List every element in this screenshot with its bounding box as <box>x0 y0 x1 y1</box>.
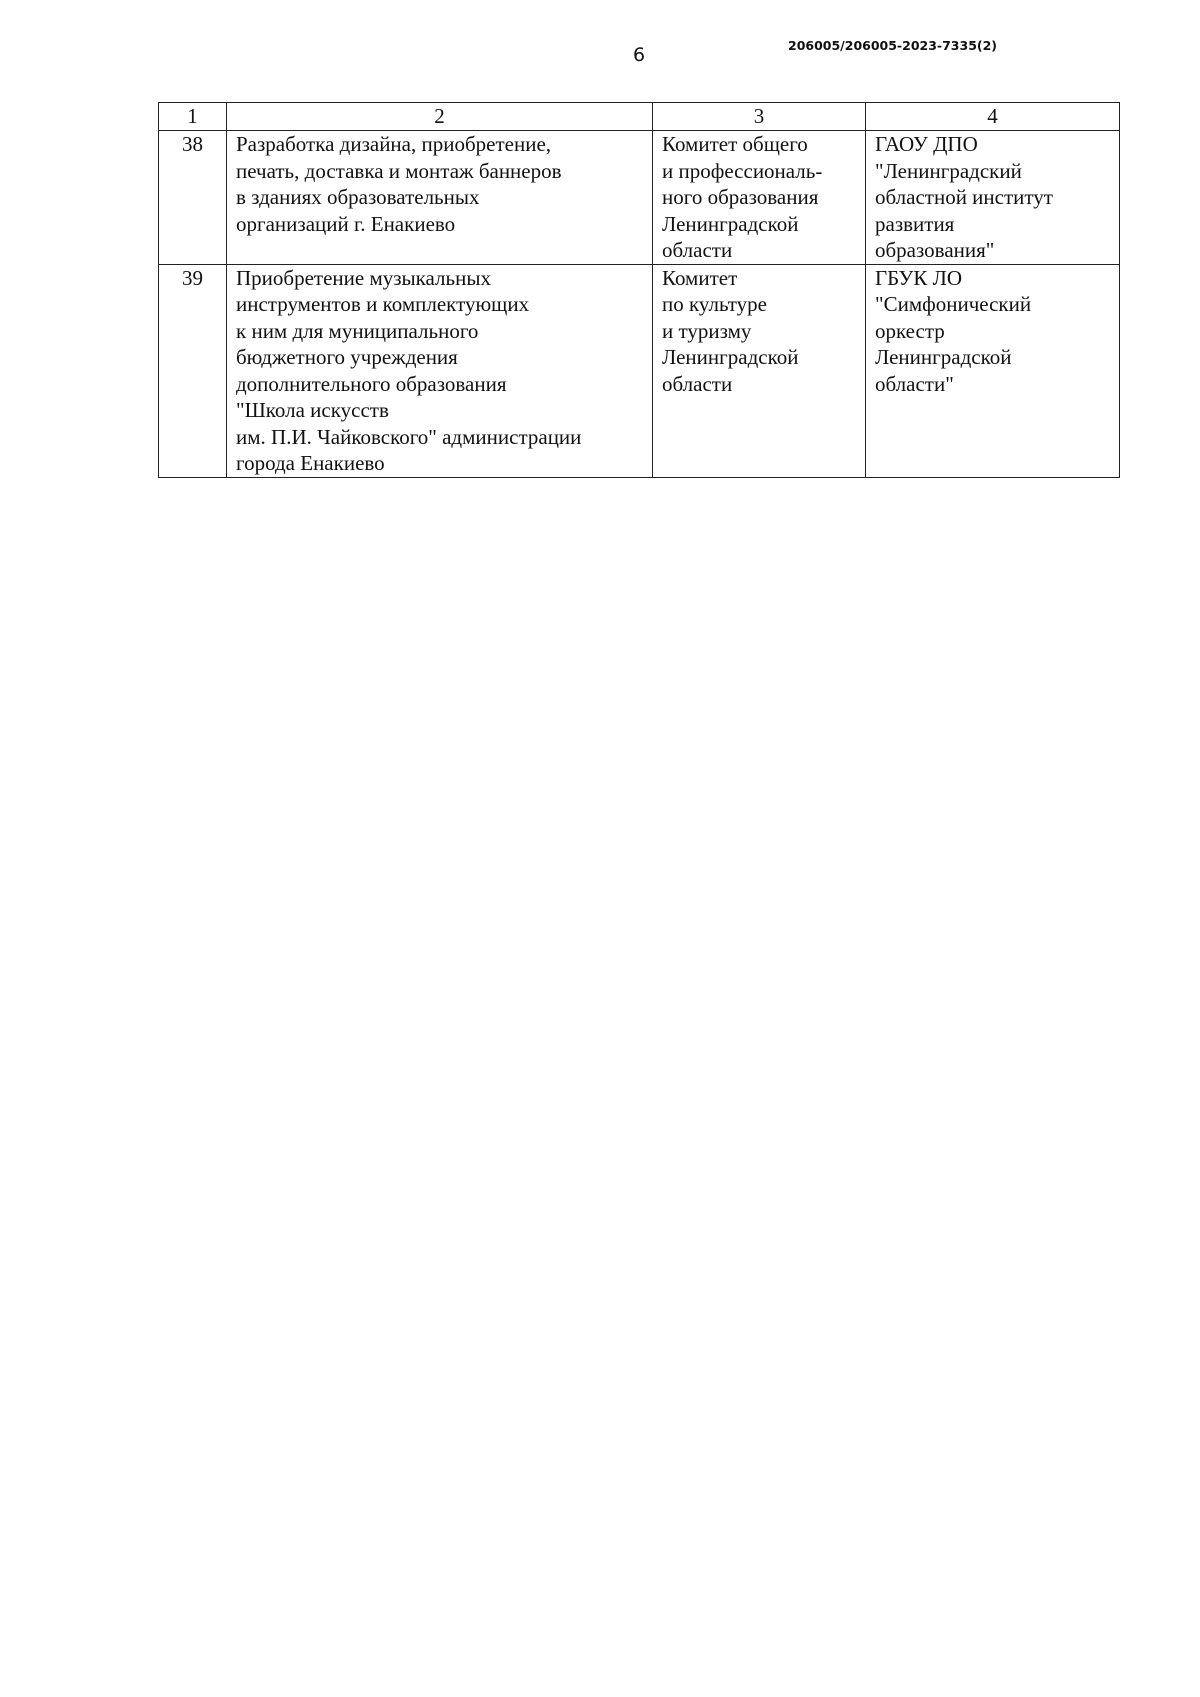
document-id: 206005/206005-2023-7335(2) <box>788 38 998 53</box>
row-number: 39 <box>159 264 227 477</box>
row-committee: Комитет по культуре и туризму Ленинградской области <box>653 264 866 477</box>
row-number: 38 <box>159 131 227 265</box>
page-number: 6 <box>633 44 646 66</box>
row-organization: ГБУК ЛО "Симфонический оркестр Ленинградской области" <box>866 264 1120 477</box>
table-row <box>159 264 1120 477</box>
column-header: 3 <box>653 103 866 131</box>
column-header: 1 <box>159 103 227 131</box>
row-committee: Комитет общего и профессиональ- ного образования Ленинградской области <box>653 131 866 265</box>
column-header: 2 <box>227 103 653 131</box>
table-header-row <box>159 103 1120 131</box>
row-organization: ГАОУ ДПО "Ленинградский областной институт развития образования" <box>866 131 1120 265</box>
row-description: Разработка дизайна, приобретение, печать, доставка и монтаж баннеров в зданиях образовательных организаций г. Енакиево <box>227 131 653 265</box>
row-description: Приобретение музыкальных инструментов и комплектующих к ним для муниципального бюджетного учреждения дополнительного образования "Школа искусств им. П.И. Чайковского" администрации города Енакиево <box>227 264 653 477</box>
allocation-table <box>158 102 1120 478</box>
column-header: 4 <box>866 103 1120 131</box>
table-row <box>159 131 1120 265</box>
